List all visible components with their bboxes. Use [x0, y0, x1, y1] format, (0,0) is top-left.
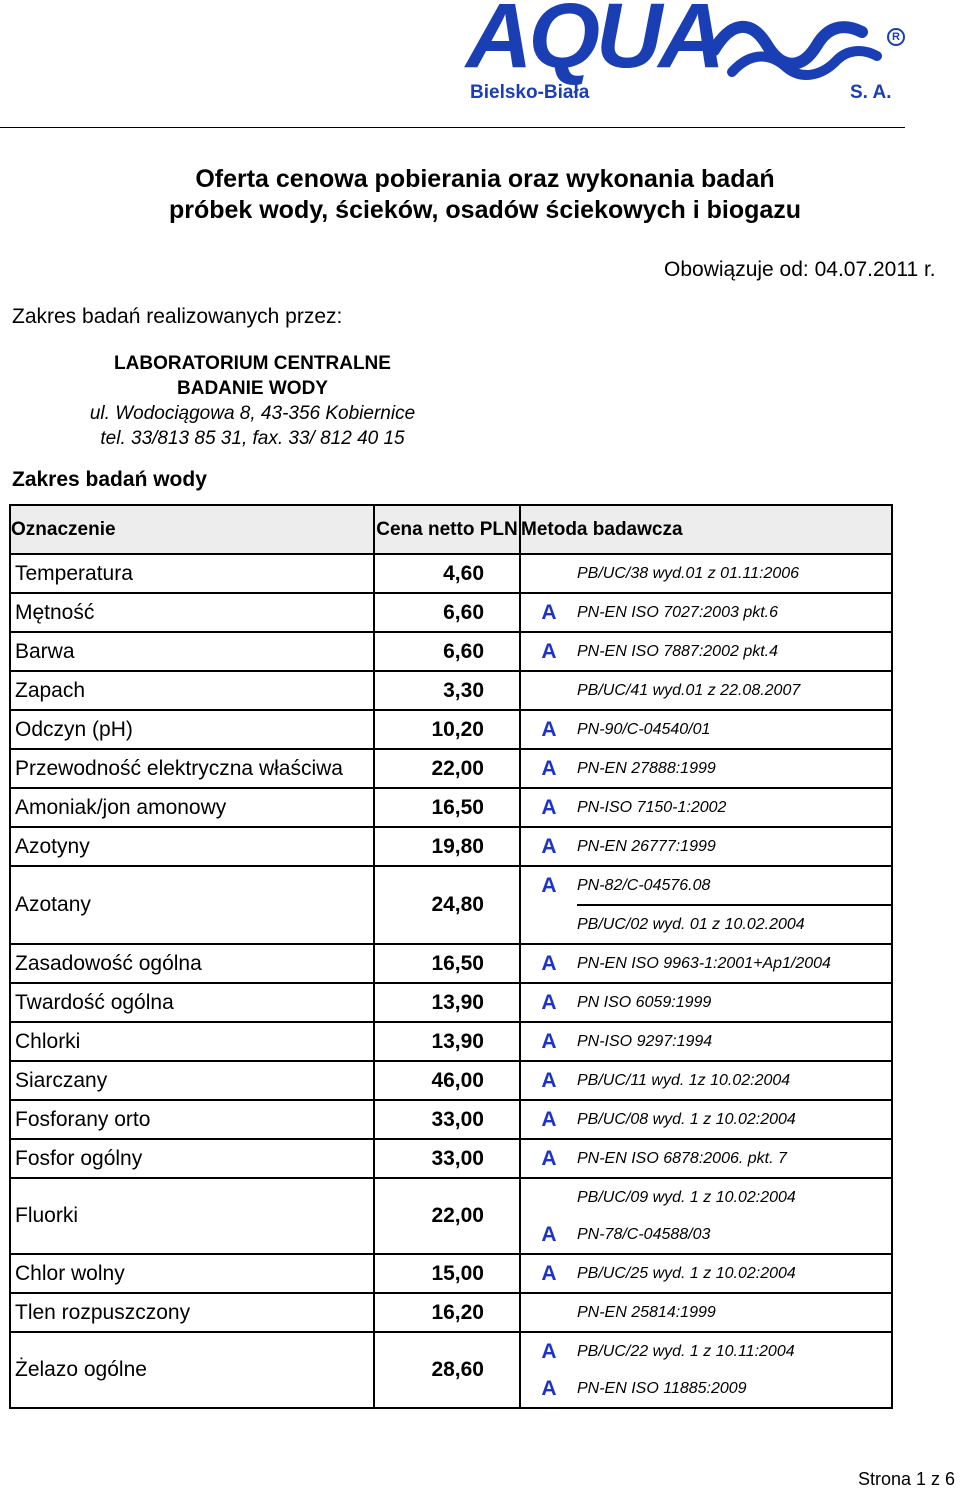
test-price: 10,20 — [374, 710, 520, 749]
method-line — [521, 1179, 891, 1216]
method-line — [521, 828, 891, 865]
test-name: Temperatura — [10, 554, 374, 593]
test-price: 13,90 — [374, 983, 520, 1022]
table-row — [10, 554, 892, 593]
test-price: 33,00 — [374, 1100, 520, 1139]
lab-phone: tel. 33/813 85 31, fax. 33/ 812 40 15 — [100, 428, 405, 449]
registered-mark: R — [887, 28, 905, 46]
test-name: Azotyny — [10, 827, 374, 866]
method-line — [521, 594, 891, 631]
table-row — [10, 983, 892, 1022]
page-number: Strona 1 z 6 — [858, 1469, 956, 1489]
test-methods — [520, 827, 892, 866]
accreditation-mark: A — [541, 951, 557, 975]
test-name: Fosfor ogólny — [10, 1139, 374, 1178]
method-line — [521, 1333, 891, 1370]
test-name: Amoniak/jon amonowy — [10, 788, 374, 827]
method-text: PB/UC/41 wyd.01 z 22.08.2007 — [577, 681, 801, 699]
test-price: 15,00 — [374, 1254, 520, 1293]
test-name: Chlor wolny — [10, 1254, 374, 1293]
test-price: 4,60 — [374, 554, 520, 593]
method-line — [521, 984, 891, 1021]
test-price: 16,20 — [374, 1293, 520, 1332]
accreditation-mark: A — [541, 756, 557, 780]
lab-address: ul. Wodociągowa 8, 43-356 Kobiernice — [89, 403, 416, 424]
table-row — [10, 593, 892, 632]
test-methods — [520, 1022, 892, 1061]
test-methods — [520, 749, 892, 788]
accreditation-mark: A — [541, 1222, 557, 1246]
test-name: Zasadowość ogólna — [10, 944, 374, 983]
method-text: PN-82/C-04576.08 — [577, 876, 711, 894]
test-methods — [520, 866, 892, 944]
logo-suffix: S. A. — [850, 82, 892, 103]
accreditation-mark: A — [541, 873, 557, 897]
test-price: 46,00 — [374, 1061, 520, 1100]
method-line — [521, 945, 891, 982]
method-line — [521, 633, 891, 670]
header-designation: Oznaczenie — [10, 505, 374, 554]
header-price: Cena netto PLN — [374, 505, 520, 554]
test-name: Twardość ogólna — [10, 983, 374, 1022]
accreditation-mark: A — [541, 1376, 557, 1400]
test-price: 6,60 — [374, 593, 520, 632]
test-methods — [520, 788, 892, 827]
table-row — [10, 1061, 892, 1100]
accreditation-mark: A — [541, 990, 557, 1014]
method-text: PN-EN ISO 11885:2009 — [577, 1379, 747, 1397]
method-text: PB/UC/38 wyd.01 z 01.11:2006 — [577, 564, 800, 582]
test-name: Żelazo ogólne — [10, 1332, 374, 1408]
accreditation-mark: A — [541, 1146, 557, 1170]
table-row — [10, 1332, 892, 1408]
section-title: Zakres badań wody — [12, 468, 207, 491]
header-divider — [0, 127, 905, 128]
valid-from: Obowiązuje od: 04.07.2011 r. — [664, 258, 936, 281]
test-price: 13,90 — [374, 1022, 520, 1061]
method-text: PN-EN ISO 7887:2002 pkt.4 — [577, 642, 778, 660]
method-line — [521, 1023, 891, 1060]
method-line — [521, 1140, 891, 1177]
method-line — [521, 1294, 891, 1331]
test-methods — [520, 1100, 892, 1139]
test-methods — [520, 1061, 892, 1100]
method-line — [521, 1370, 891, 1407]
test-name: Siarczany — [10, 1061, 374, 1100]
method-line — [521, 1255, 891, 1292]
method-text: PN-ISO 9297:1994 — [577, 1032, 713, 1050]
test-price: 16,50 — [374, 944, 520, 983]
test-price: 33,00 — [374, 1139, 520, 1178]
test-name: Azotany — [10, 866, 374, 944]
method-text: PN-90/C-04540/01 — [577, 720, 711, 738]
test-name: Fosforany orto — [10, 1100, 374, 1139]
test-name: Zapach — [10, 671, 374, 710]
table-row — [10, 1139, 892, 1178]
test-price: 16,50 — [374, 788, 520, 827]
test-name: Chlorki — [10, 1022, 374, 1061]
method-text: PN-EN 26777:1999 — [577, 837, 716, 855]
table-row — [10, 1293, 892, 1332]
method-line — [521, 1062, 891, 1099]
test-methods — [520, 632, 892, 671]
lab-department: BADANIE WODY — [177, 378, 328, 399]
table-row — [10, 671, 892, 710]
test-methods — [520, 1254, 892, 1293]
table-row — [10, 632, 892, 671]
test-price: 6,60 — [374, 632, 520, 671]
method-line — [521, 672, 891, 709]
method-text: PN-78/C-04588/03 — [577, 1225, 711, 1243]
test-methods — [520, 1332, 892, 1408]
table-row — [10, 1178, 892, 1254]
scope-label: Zakres badań realizowanych przez: — [12, 305, 343, 328]
method-line — [521, 1216, 891, 1253]
accreditation-mark: A — [541, 1068, 557, 1092]
test-price: 24,80 — [374, 866, 520, 944]
header-method: Metoda badawcza — [520, 505, 892, 554]
test-methods — [520, 1139, 892, 1178]
company-logo — [462, 2, 912, 114]
test-methods — [520, 1178, 892, 1254]
method-line — [521, 711, 891, 748]
method-text: PN-EN ISO 9963-1:2001+Ap1/2004 — [577, 954, 831, 972]
method-text: PB/UC/09 wyd. 1 z 10.02:2004 — [577, 1188, 796, 1206]
table-row — [10, 1254, 892, 1293]
test-name: Przewodność elektryczna właściwa — [10, 749, 374, 788]
test-name: Odczyn (pH) — [10, 710, 374, 749]
accreditation-mark: A — [541, 1339, 557, 1363]
accreditation-mark: A — [541, 717, 557, 741]
method-text: PB/UC/11 wyd. 1z 10.02:2004 — [577, 1071, 791, 1089]
table-row — [10, 788, 892, 827]
method-text: PB/UC/25 wyd. 1 z 10.02:2004 — [577, 1264, 796, 1282]
method-text: PN-EN ISO 6878:2006. pkt. 7 — [577, 1149, 787, 1167]
page-title-line-2: próbek wody, ścieków, osadów ściekowych i biogazu — [168, 196, 802, 224]
lab-name: LABORATORIUM CENTRALNE — [114, 353, 391, 374]
accreditation-mark: A — [541, 639, 557, 663]
method-line — [521, 789, 891, 826]
test-price: 28,60 — [374, 1332, 520, 1408]
test-name: Mętność — [10, 593, 374, 632]
method-line — [521, 867, 891, 904]
test-price: 19,80 — [374, 827, 520, 866]
accreditation-mark: A — [541, 1107, 557, 1131]
test-methods — [520, 983, 892, 1022]
test-name: Tlen rozpuszczony — [10, 1293, 374, 1332]
logo-brand: AQUA — [466, 0, 721, 87]
accreditation-mark: A — [541, 1029, 557, 1053]
method-text: PN ISO 6059:1999 — [577, 993, 712, 1011]
method-line — [577, 904, 891, 943]
test-methods — [520, 710, 892, 749]
method-line — [521, 750, 891, 787]
table-row — [10, 1100, 892, 1139]
accreditation-mark: A — [541, 600, 557, 624]
page-title-line-1: Oferta cenowa pobierania oraz wykonania badań — [195, 165, 775, 193]
method-text: PN-EN 27888:1999 — [577, 759, 716, 777]
test-name: Barwa — [10, 632, 374, 671]
test-price: 22,00 — [374, 1178, 520, 1254]
test-methods — [520, 944, 892, 983]
test-price: 3,30 — [374, 671, 520, 710]
accreditation-mark: A — [541, 795, 557, 819]
method-line — [521, 555, 891, 592]
method-text: PB/UC/22 wyd. 1 z 10.11:2004 — [577, 1342, 795, 1360]
method-text: PN-EN 25814:1999 — [577, 1303, 716, 1321]
price-table — [9, 504, 893, 1409]
logo-city: Bielsko-Biała — [470, 82, 590, 103]
test-methods — [520, 593, 892, 632]
method-line — [521, 1101, 891, 1138]
table-row — [10, 1022, 892, 1061]
method-text: PB/UC/02 wyd. 01 z 10.02.2004 — [577, 915, 805, 933]
table-row — [10, 749, 892, 788]
method-text: PB/UC/08 wyd. 1 z 10.02:2004 — [577, 1110, 796, 1128]
test-methods — [520, 1293, 892, 1332]
test-methods — [520, 671, 892, 710]
table-row — [10, 866, 892, 944]
wave-logo-icon — [712, 10, 882, 82]
table-header — [10, 505, 892, 554]
table-row — [10, 944, 892, 983]
method-text: PN-ISO 7150-1:2002 — [577, 798, 727, 816]
accreditation-mark: A — [541, 834, 557, 858]
table-row — [10, 827, 892, 866]
test-price: 22,00 — [374, 749, 520, 788]
accreditation-mark: A — [541, 1261, 557, 1285]
table-row — [10, 710, 892, 749]
test-name: Fluorki — [10, 1178, 374, 1254]
test-methods — [520, 554, 892, 593]
method-text: PN-EN ISO 7027:2003 pkt.6 — [577, 603, 778, 621]
